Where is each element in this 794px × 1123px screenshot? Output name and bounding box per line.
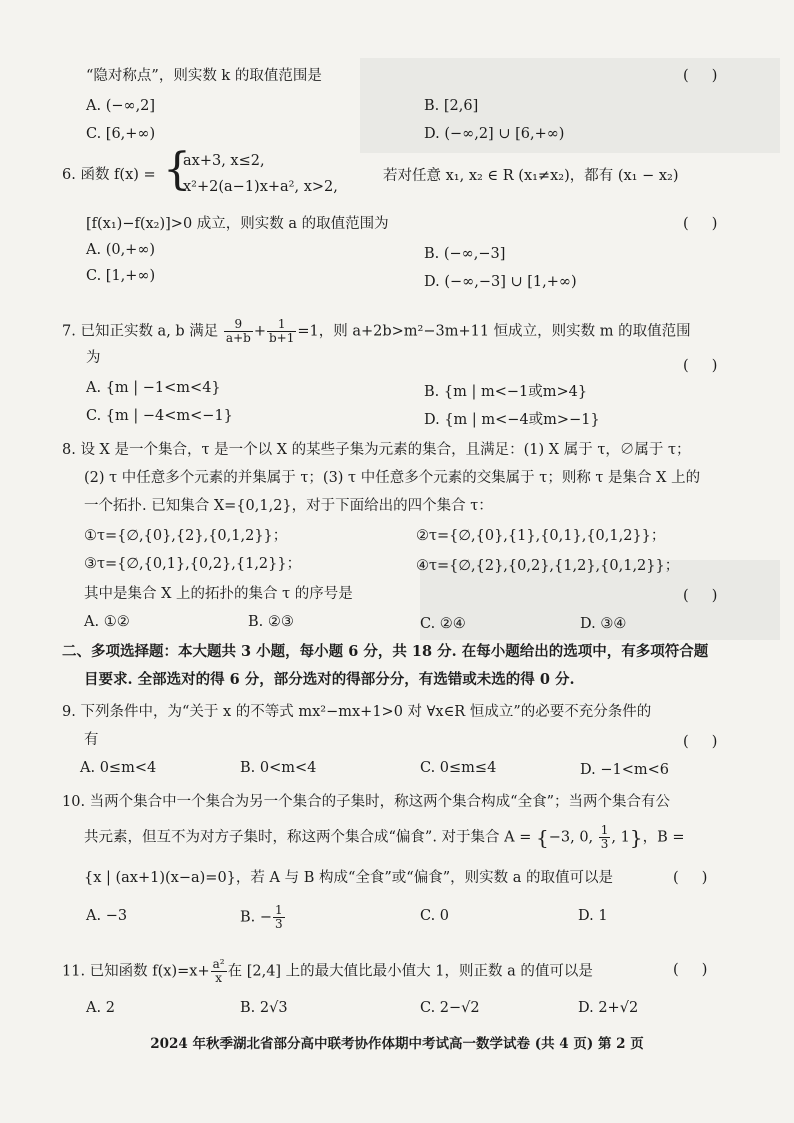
page-footer: 2024 年秋季湖北省部分高中联考协作体期中考试高一数学试卷 (共 4 页) 第 2 页 [150,1036,644,1052]
q7-option-d: D. {m | m<−4或m>−1} [424,412,600,428]
q10-option-b [240,904,286,931]
q10-ob-den: 3 [275,917,283,931]
q10-line-2 [84,824,685,851]
q7-f1-den: a+b [225,331,251,345]
q6-answer-paren: ( ) [683,216,718,232]
q7-rest: =1，则 a+2b>m²−3m+11 恒成立，则实数 m 的取值范围 [297,323,691,340]
q11-option-d: D. 2+√2 [578,1000,639,1016]
q10-set-a-pre: −3, 0, [548,829,594,846]
q6-condition: 若对任意 x₁, x₂ ∈ R (x₁≠x₂)，都有 (x₁ − x₂) [383,168,679,184]
q8-candidate-1: ①τ={∅,{0},{2},{0,1,2}}； [84,528,288,544]
set-brace-open: { [536,825,549,850]
q10-ob-num: 1 [275,903,283,917]
q10-line-2-text: 共元素，但互不为对方子集时，称这两个集合成“偏食”. 对于集合 A = [84,829,532,846]
q10-set-a-post: , 1 [611,829,630,846]
q8-line-2: (2) τ 中任意多个元素的并集属于 τ；(3) τ 中任意多个元素的交集属于 τ；则称 τ 是集合 X 上的 [84,470,701,486]
q5-option-a: A. (−∞,2] [86,98,156,114]
q7-option-c: C. {m | −4<m<−1} [86,408,233,424]
q5-option-d: D. (−∞,2] ∪ [6,+∞) [424,126,565,142]
q6-case-1: ax+3, x≤2, [183,153,265,169]
q9-option-b: B. 0<m<4 [240,760,317,776]
q7-f1-num: 9 [224,318,253,332]
q5-answer-paren: ( ) [683,68,718,84]
q11-rest: 在 [2,4] 上的最大值比最小值大 1，则正数 a 的值可以是 [227,963,593,980]
q9-line-1: 9. 下列条件中，为“关于 x 的不等式 mx²−mx+1>0 对 ∀x∈R 恒成立”的必要不充分条件的 [62,704,652,720]
q6-option-d: D. (−∞,−3] ∪ [1,+∞) [424,274,577,290]
q10-line-1: 10. 当两个集合中一个集合为另一个集合的子集时，称这两个集合构成“全食”；当两个集合有公 [62,794,670,810]
q11-fraction [211,958,227,985]
q8-option-d: D. ③④ [580,616,627,632]
q5-stem-tail: “隐对称点”，则实数 k 的取值范围是 [86,68,322,84]
q8-line-1: 8. 设 X 是一个集合，τ 是一个以 X 的某些子集为元素的集合，且满足：(1) X 属于 τ，∅属于 τ； [62,442,691,458]
q8-candidate-4: ④τ={∅,{2},{0,2},{1,2},{0,1,2}}； [416,558,680,574]
q7-line-1 [62,318,691,345]
q10-option-a: A. −3 [86,908,128,924]
q10-set-a-fraction [599,824,611,851]
q7-f2-den: b+1 [268,331,295,345]
q10-fa-den: 3 [600,837,609,851]
q6-case-2: x²+2(a−1)x+a², x>2, [183,179,338,195]
q11-line-1 [62,958,593,985]
q11-option-c: C. 2−√2 [420,1000,480,1016]
q10-answer-paren: ( ) [673,870,708,886]
q8-candidate-3: ③τ={∅,{0,1},{0,2},{1,2}}； [84,556,302,572]
q7-answer-paren: ( ) [683,358,718,374]
q11-answer-paren: ( ) [673,962,708,978]
q7-fraction-2 [267,318,296,345]
section-2-instructions: 目要求. 全部选对的得 6 分，部分选对的得部分分，有选错或未选的得 0 分. [84,671,575,688]
q6-option-c: C. [1,+∞) [86,268,156,284]
q5-option-b: B. [2,6] [424,98,479,114]
q6-line-2: [f(x₁)−f(x₂)]>0 成立，则实数 a 的取值范围为 [86,216,389,232]
q8-answer-paren: ( ) [683,588,718,604]
q7-line-2: 为 [86,350,101,366]
q8-option-b: B. ②③ [248,614,294,630]
q8-option-c: C. ②④ [420,616,466,632]
q10-option-b-fraction [273,904,285,931]
q7-plus: + [253,323,266,340]
q10-line-3: {x | (ax+1)(x−a)=0}，若 A 与 B 构成“全食”或“偏食”，则实数 a 的取值可以是 [84,870,613,886]
section-2-heading: 二、多项选择题：本大题共 3 小题，每小题 6 分，共 18 分. 在每小题给出的选项中，有多项符合题 [62,643,709,660]
q7-lead: 7. 已知正实数 a, b 满足 [62,323,219,340]
q10-fa-num: 1 [600,823,609,837]
q11-f-den: x [215,971,222,985]
q11-f-num: a² [212,957,225,971]
q10-set-b-lead: ，B = [642,829,685,846]
q9-option-c: C. 0≤m≤4 [420,760,497,776]
q9-option-d: D. −1<m<6 [580,762,669,778]
q7-option-b: B. {m | m<−1或m>4} [424,384,588,400]
q10-option-b-lead: B. − [240,909,273,926]
q6-option-a: A. (0,+∞) [86,242,156,258]
q11-option-a: A. 2 [86,1000,115,1016]
q5-option-c: C. [6,+∞) [86,126,156,142]
piecewise-brace: { [163,144,191,195]
q6-lead: 6. 函数 f(x) = [62,167,156,183]
q10-option-c: C. 0 [420,908,450,924]
q10-option-d: D. 1 [578,908,608,924]
q6-option-b: B. (−∞,−3] [424,246,506,262]
q9-line-2: 有 [84,732,99,748]
q8-option-a: A. ①② [84,614,130,630]
q8-candidate-2: ②τ={∅,{0},{1},{0,1},{0,1,2}}； [416,528,666,544]
q8-line-4: 其中是集合 X 上的拓扑的集合 τ 的序号是 [84,586,353,602]
q9-option-a: A. 0≤m<4 [80,760,157,776]
q7-f2-num: 1 [267,318,296,332]
q7-fraction-1 [224,318,253,345]
q11-option-b: B. 2√3 [240,1000,288,1016]
q9-answer-paren: ( ) [683,734,718,750]
q11-lead: 11. 已知函数 f(x)=x+ [62,963,210,980]
set-brace-close: } [629,825,643,850]
q7-option-a: A. {m | −1<m<4} [86,380,221,396]
q8-line-3: 一个拓扑. 已知集合 X={0,1,2}，对于下面给出的四个集合 τ： [84,498,493,514]
